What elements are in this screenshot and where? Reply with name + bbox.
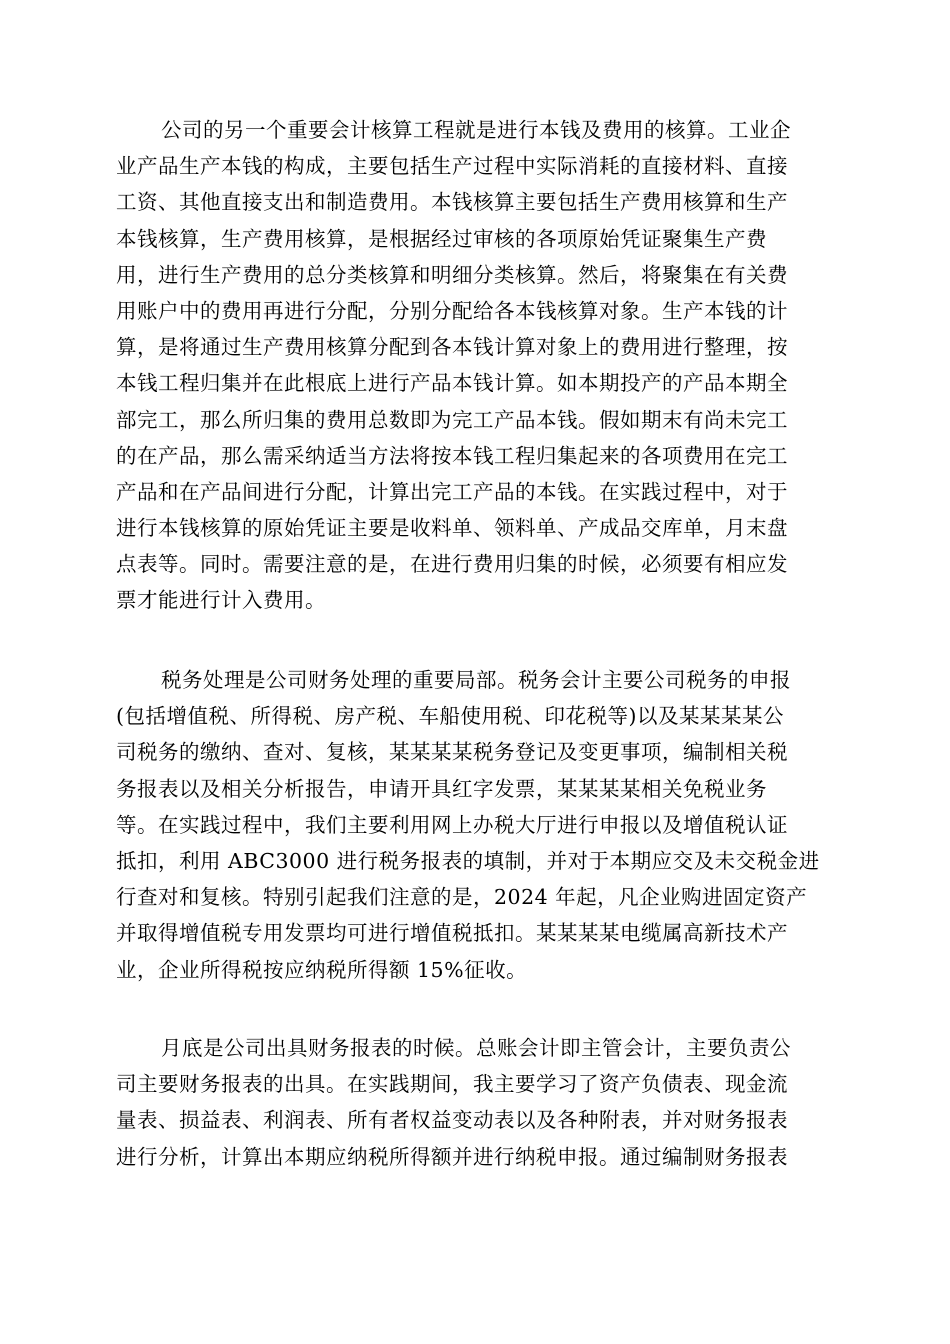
text-line: 产品和在产品间进行分配，计算出完工产品的本钱。在实践过程中，对于 — [116, 479, 788, 504]
text-line: 公司的另一个重要会计核算工程就是进行本钱及费用的核算。工业企 — [161, 118, 791, 142]
text-line: 票才能进行计入费用。 — [116, 588, 326, 613]
text-line: 用账户中的费用再进行分配，分别分配给各本钱核算对象。生产本钱的计 — [116, 298, 788, 323]
text-line: 务报表以及相关分析报告，申请开具红字发票，某某某某相关免税业务 — [116, 776, 767, 801]
text-line: 点表等。同时。需要注意的是，在进行费用归集的时候，必须要有相应发 — [116, 552, 788, 577]
paragraph-cost-accounting — [116, 112, 836, 619]
text-line: 的在产品，那么需采纳适当方法将按本钱工程归集起来的各项费用在完工 — [116, 443, 788, 468]
text-line: 进行分析，计算出本期应纳税所得额并进行纳税申报。通过编制财务报表 — [116, 1144, 788, 1169]
text-line: 税务处理是公司财务处理的重要局部。税务会计主要公司税务的申报 — [161, 668, 791, 692]
text-line: 司税务的缴纳、查对、复核，某某某某税务登记及变更事项，编制相关税 — [116, 740, 788, 765]
text-line: 本钱核算，生产费用核算，是根据经过审核的各项原始凭证聚集生产费 — [116, 226, 767, 251]
text-line: (包括增值税、所得税、房产税、车船使用税、印花税等)以及某某某某公 — [116, 704, 784, 729]
text-line: 月底是公司出具财务报表的时候。总账会计即主管会计，主要负责公 — [161, 1036, 791, 1060]
text-line: 用，进行生产费用的总分类核算和明细分类核算。然后，将聚集在有关费 — [116, 262, 788, 287]
text-line: 业产品生产本钱的构成，主要包括生产过程中实际消耗的直接材料、直接 — [116, 154, 788, 179]
text-line: 量表、损益表、利润表、所有者权益变动表以及各种附表，并对财务报表 — [116, 1108, 788, 1133]
text-line: 抵扣，利用 ABC3000 进行税务报表的填制，并对于本期应交及未交税金进 — [116, 848, 820, 873]
text-line: 部完工，那么所归集的费用总数即为完工产品本钱。假如期末有尚未完工 — [116, 407, 788, 432]
text-line: 工资、其他直接支出和制造费用。本钱核算主要包括生产费用核算和生产 — [116, 190, 788, 215]
paragraph-financial-statements — [116, 1030, 836, 1175]
text-line: 司主要财务报表的出具。在实践期间，我主要学习了资产负债表、现金流 — [116, 1072, 788, 1097]
paragraph-tax-processing — [116, 662, 836, 988]
text-line: 进行本钱核算的原始凭证主要是收料单、领料单、产成品交库单，月末盘 — [116, 516, 788, 541]
text-line: 并取得增值税专用发票均可进行增值税抵扣。某某某某电缆属高新技术产 — [116, 921, 788, 946]
text-line: 算，是将通过生产费用核算分配到各本钱计算对象上的费用进行整理，按 — [116, 335, 788, 360]
text-line: 等。在实践过程中，我们主要利用网上办税大厅进行申报以及增值税认证 — [116, 812, 788, 837]
text-line: 行查对和复核。特别引起我们注意的是，2024 年起，凡企业购进固定资产 — [116, 885, 808, 910]
text-line: 业，企业所得税按应纳税所得额 15%征收。 — [116, 957, 528, 982]
text-line: 本钱工程归集并在此根底上进行产品本钱计算。如本期投产的产品本期全 — [116, 371, 788, 396]
